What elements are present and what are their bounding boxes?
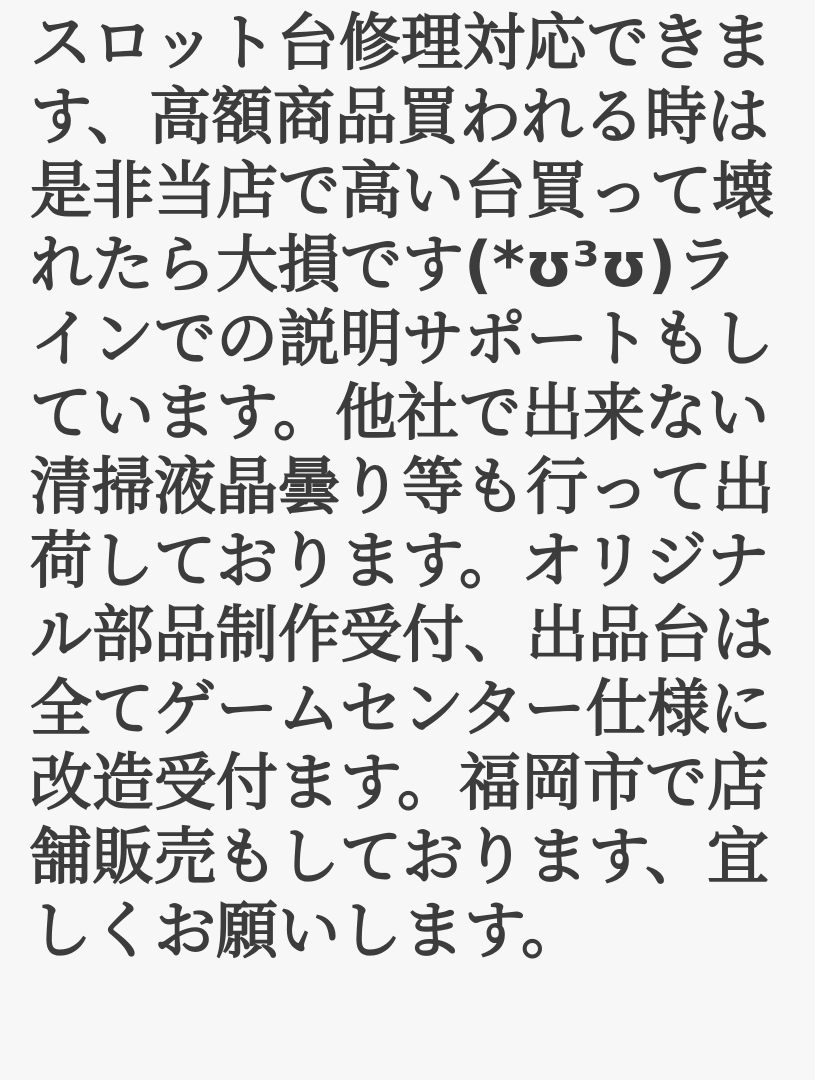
document-body-text: スロット台修理対応できます、高額商品買われる時は是非当店で高い台買って壊れたら大損です(*ʊ³ʊ)ラインでの説明サポートもしています。他社で出来ない清掃液晶曇り等も行って出荷しております。オリジナル部品制作受付、出品台は全てゲームセンター仕様に改造受付ます。福岡市で店舗販売もしております、宜しくお願いします。	[30, 6, 775, 967]
